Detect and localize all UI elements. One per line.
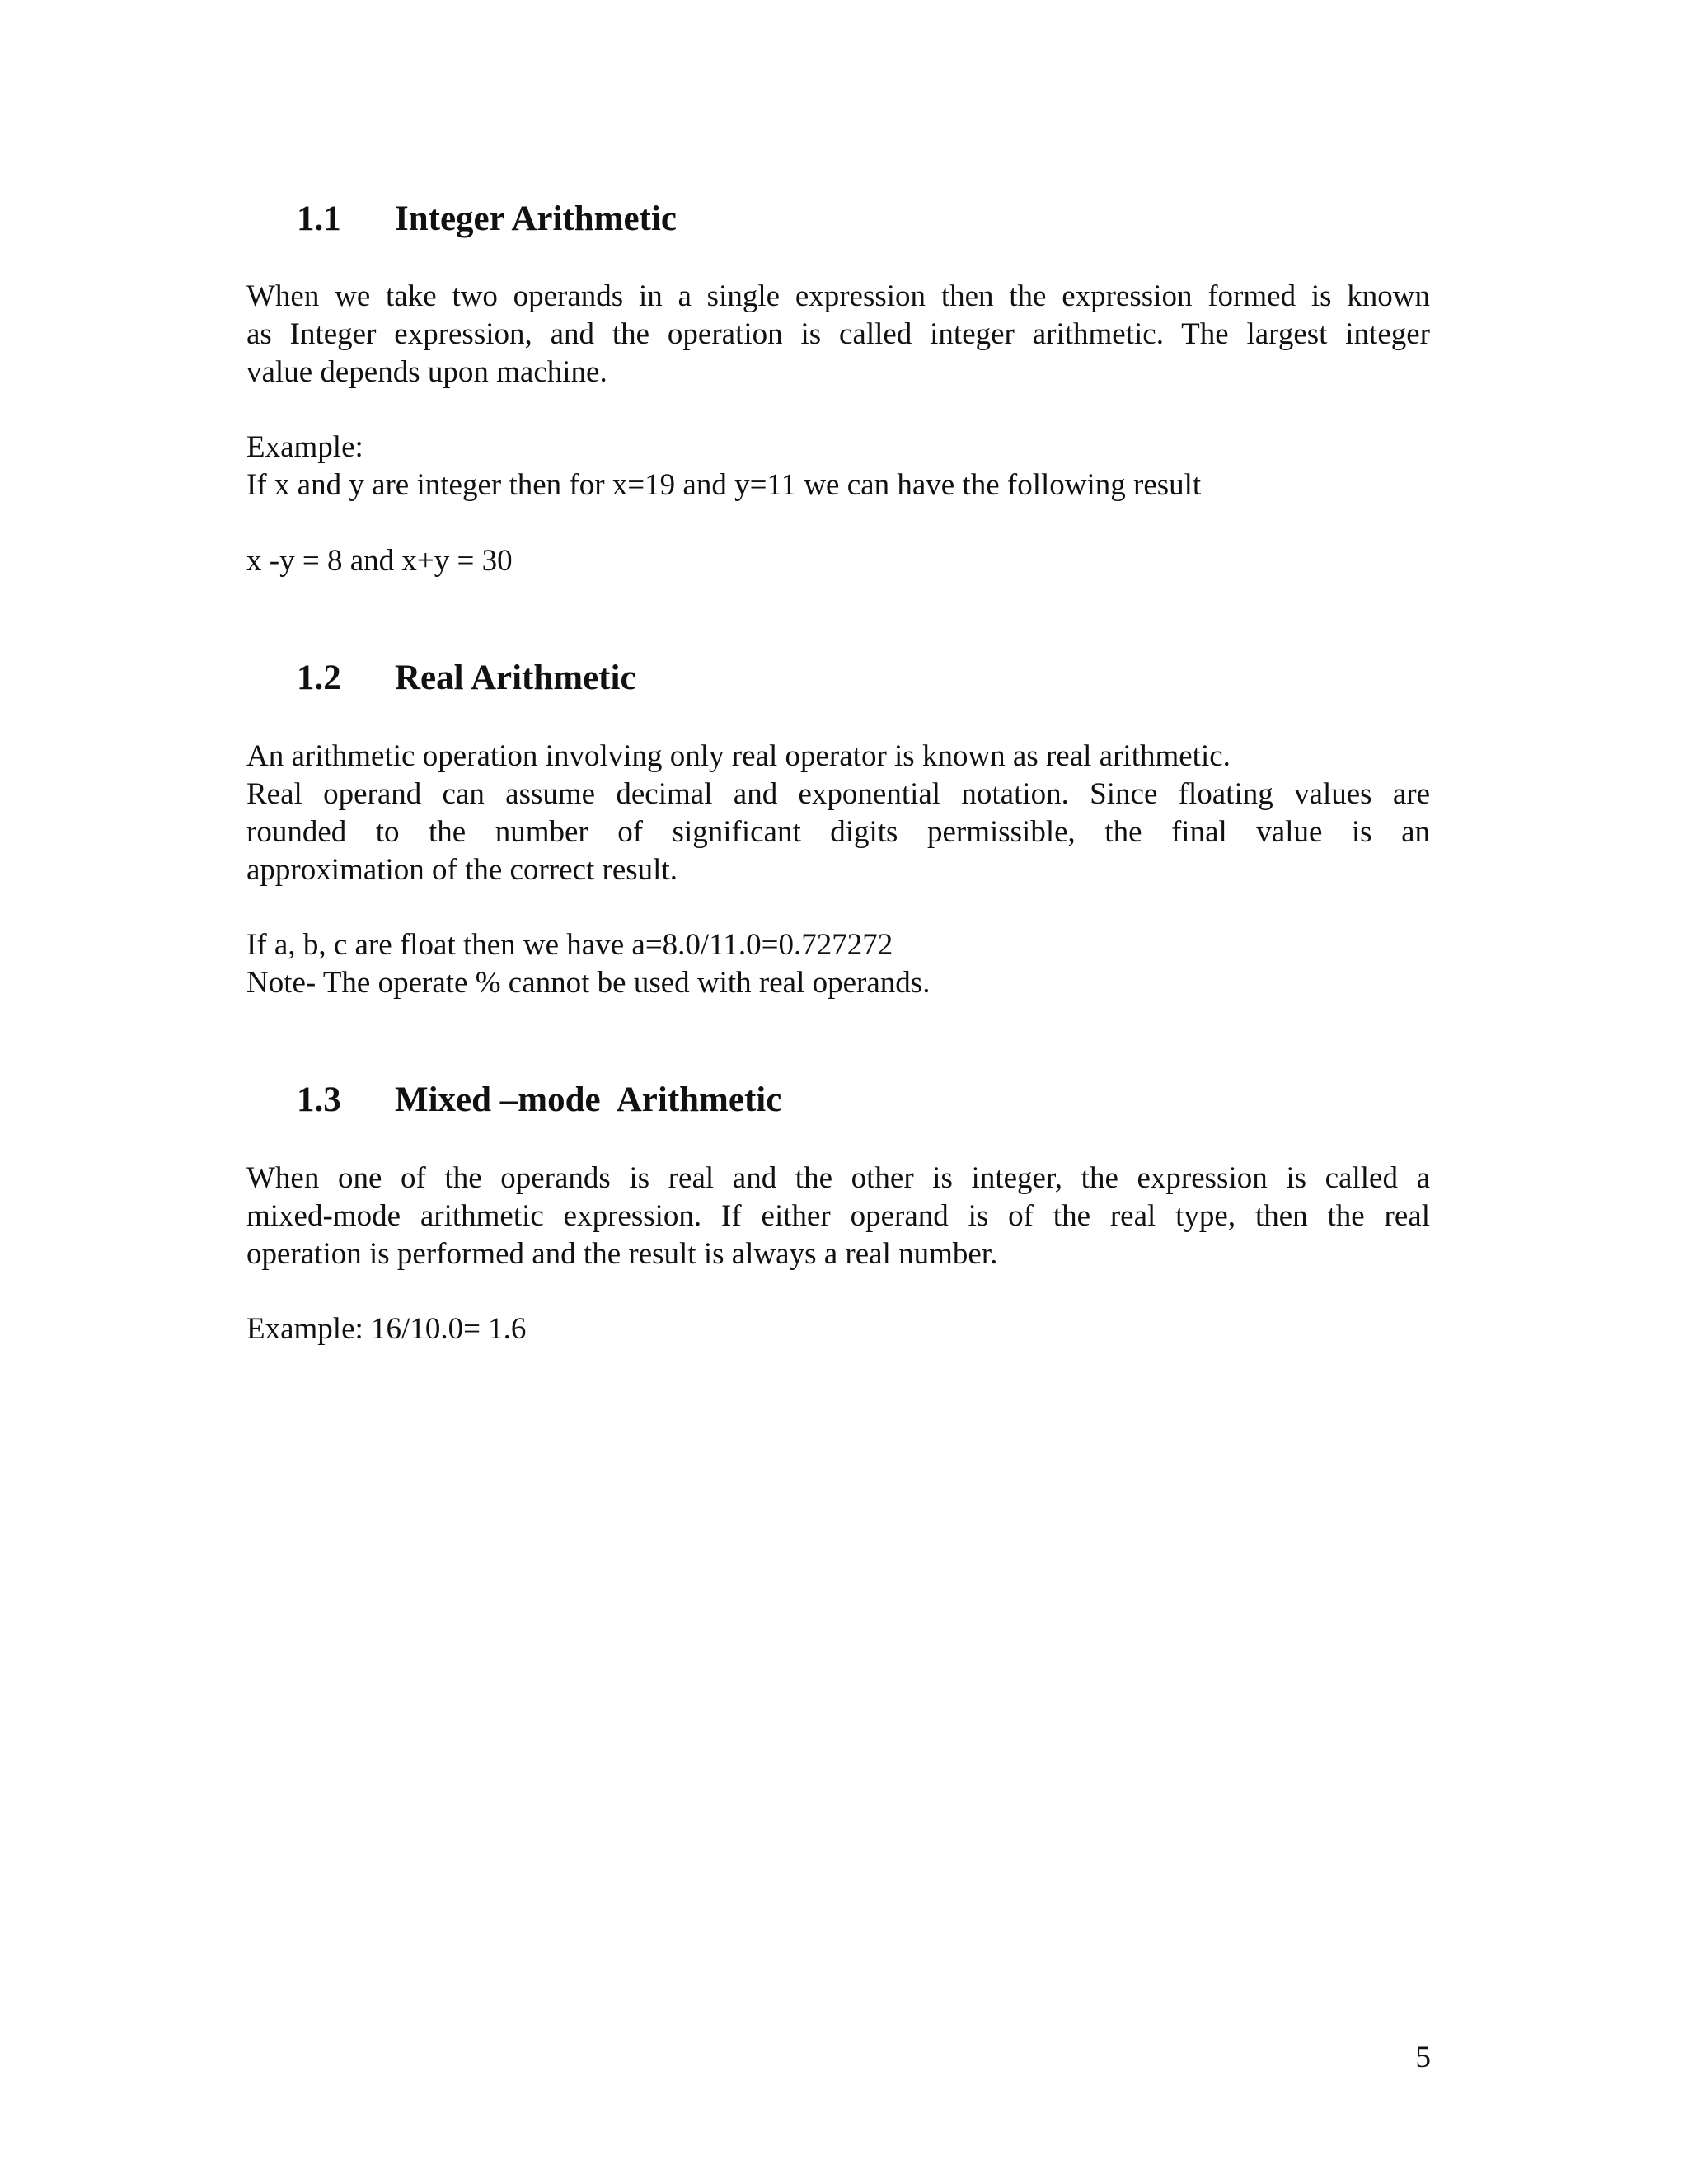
paragraph-line: When one of the operands is real and the other is integer, the expression is called a	[246, 1161, 1430, 1195]
paragraph-line: approximation of the correct result.	[246, 853, 678, 887]
section-number: 1.3	[297, 1080, 341, 1119]
section-heading-1-1	[297, 198, 677, 241]
example-text: If a, b, c are float then we have a=8.0/11.0=0.727272	[246, 928, 893, 962]
section-1-3-example	[246, 1310, 1430, 1348]
paragraph-line: mixed-mode arithmetic expression. If either operand is of the real type, then the real	[246, 1199, 1430, 1233]
paragraph-line: Real operand can assume decimal and exponential notation. Since floating values are	[246, 777, 1430, 811]
section-number: 1.1	[297, 199, 341, 238]
paragraph-intro: An arithmetic operation involving only real operator is known as real arithmetic.	[246, 739, 1231, 773]
section-1-2-example	[246, 926, 1430, 1002]
paragraph-line: rounded to the number of significant digits permissible, the final value is an	[246, 815, 1430, 849]
section-heading-1-2	[297, 657, 636, 700]
section-1-2-paragraph	[246, 738, 1430, 889]
section-number: 1.2	[297, 658, 341, 697]
example-label: Example:	[246, 430, 363, 464]
paragraph-line: When we take two operands in a single expression then the expression formed is known	[246, 279, 1430, 313]
section-1-1-result	[246, 542, 1430, 580]
paragraph-line: operation is performed and the result is always a real number.	[246, 1237, 998, 1271]
section-title: Real Arithmetic	[395, 658, 636, 697]
section-heading-1-3	[297, 1079, 781, 1122]
example-text: Example: 16/10.0= 1.6	[246, 1312, 527, 1346]
section-1-1-example	[246, 429, 1430, 504]
paragraph-line: value depends upon machine.	[246, 355, 607, 389]
paragraph-line: as Integer expression, and the operation is called integer arithmetic. The largest integer	[246, 317, 1430, 351]
page-number: 5	[1415, 2041, 1431, 2074]
section-1-3-paragraph	[246, 1160, 1430, 1273]
section-title: Mixed –mode Arithmetic	[395, 1080, 782, 1119]
section-1-1-paragraph	[246, 278, 1430, 391]
example-text: If x and y are integer then for x=19 and y=11 we can have the following result	[246, 468, 1202, 502]
note-text: Note- The operate % cannot be used with real operands.	[246, 966, 931, 1000]
example-result: x -y = 8 and x+y = 30	[246, 544, 513, 578]
section-title: Integer Arithmetic	[395, 199, 677, 238]
